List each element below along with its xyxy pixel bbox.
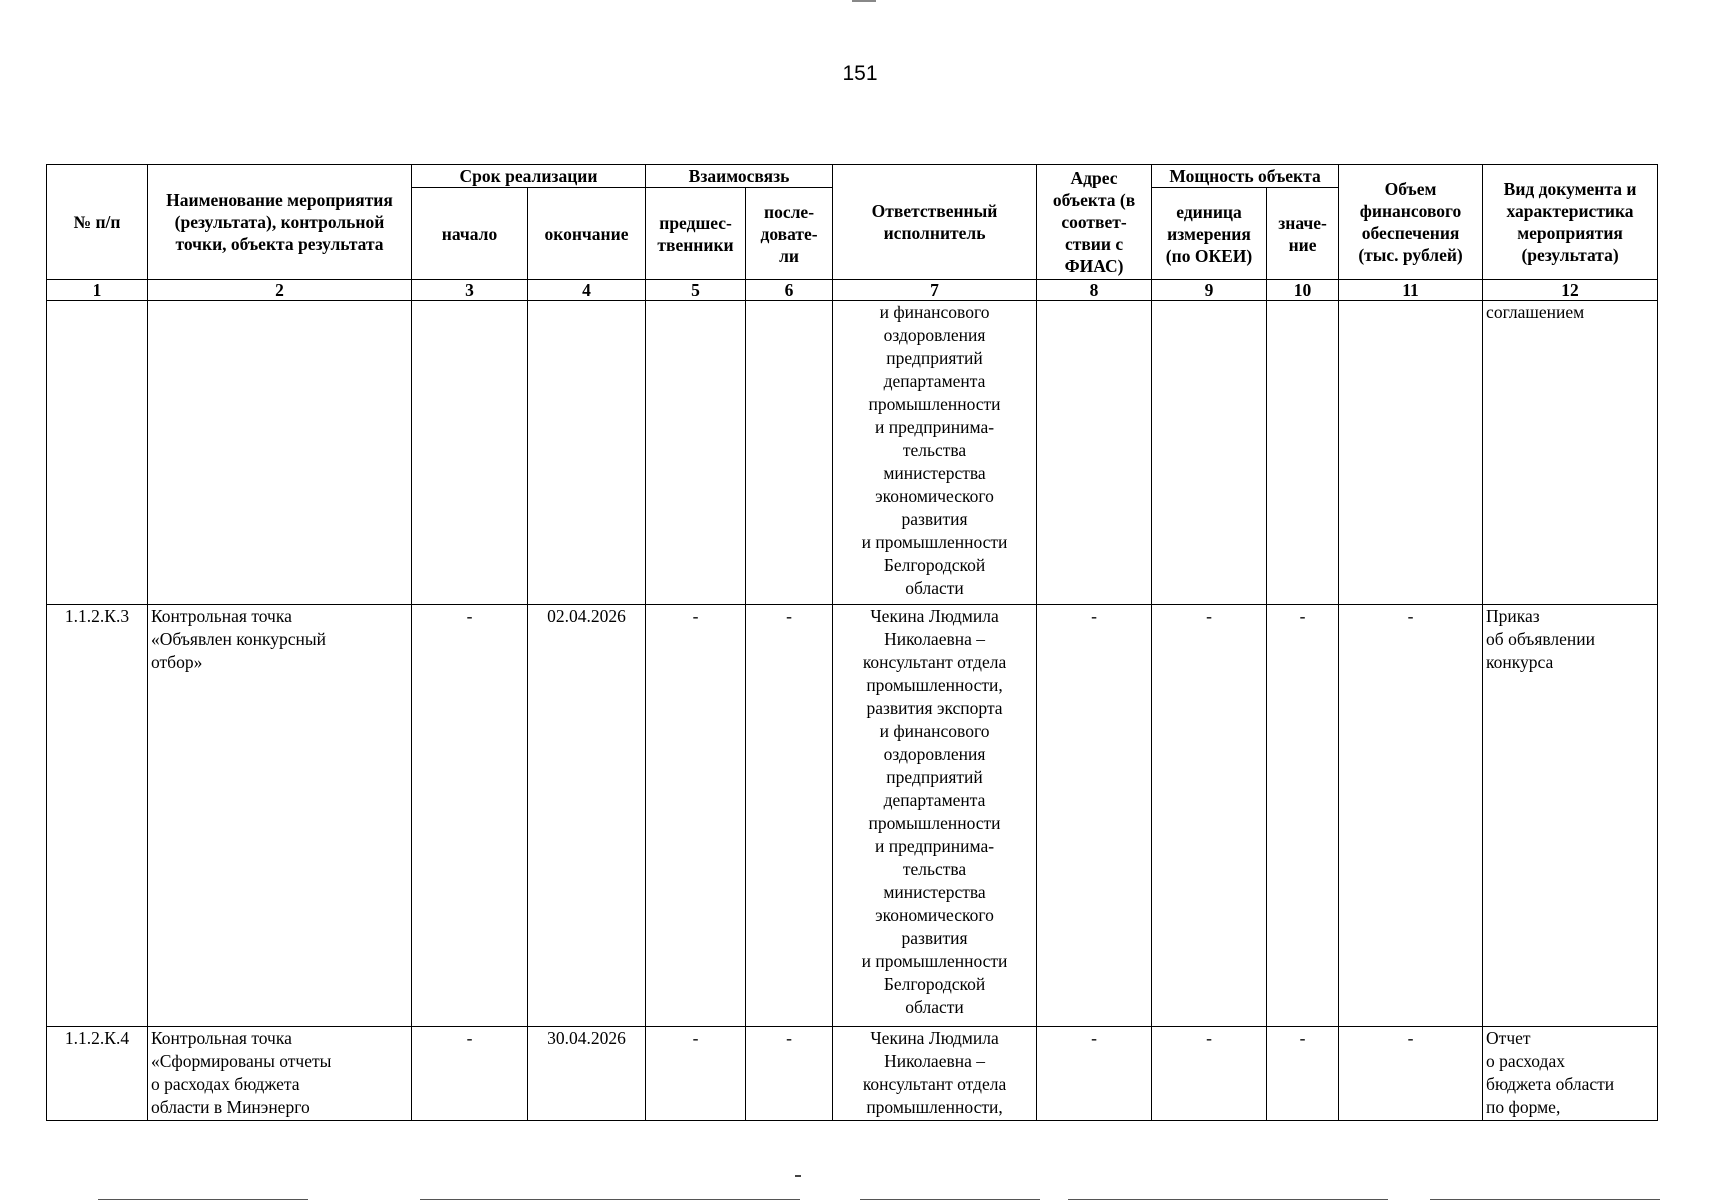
header-col-6: после- довате- ли [746, 188, 833, 280]
column-number: 4 [528, 280, 646, 301]
row-end: 02.04.2026 [528, 605, 646, 1027]
row-end [528, 301, 646, 605]
column-number-row [47, 280, 1658, 301]
column-number: 12 [1483, 280, 1658, 301]
row-number [47, 301, 148, 605]
header-col-12: Вид документа и характеристика мероприятия (результата) [1483, 165, 1658, 280]
row-end: 30.04.2026 [528, 1027, 646, 1121]
header-col-7: Ответственный исполнитель [833, 165, 1037, 280]
row-unit: - [1152, 605, 1267, 1027]
header-col-5: предшес- твенники [646, 188, 746, 280]
header-col-2: Наименование мероприятия (результата), контрольной точки, объекта результата [148, 165, 412, 280]
row-predecessors [646, 301, 746, 605]
row-responsible: Чекина Людмила Николаевна – консультант отдела промышленности, [833, 1027, 1037, 1121]
row-name [148, 301, 412, 605]
row-successors: - [746, 1027, 833, 1121]
row-finance: - [1339, 605, 1483, 1027]
header-group-link: Взаимосвязь [646, 165, 833, 188]
column-number: 10 [1267, 280, 1339, 301]
column-number: 8 [1037, 280, 1152, 301]
row-start [412, 301, 528, 605]
row-document: Приказ об объявлении конкурса [1483, 605, 1658, 1027]
page-top-mark [852, 0, 876, 2]
column-number: 3 [412, 280, 528, 301]
header-col-1: № п/п [47, 165, 148, 280]
row-responsible: и финансового оздоровления предприятий департамента промышленности и предпринима- тельства министерства экономического развития и промышленности Белгородской области [833, 301, 1037, 605]
row-value [1267, 301, 1339, 605]
column-number: 7 [833, 280, 1037, 301]
plan-table [46, 164, 1658, 1121]
row-address [1037, 301, 1152, 605]
table-row [47, 1027, 1658, 1121]
row-name: Контрольная точка «Объявлен конкурсный отбор» [148, 605, 412, 1027]
bottom-dash-mark [795, 1175, 801, 1177]
row-predecessors: - [646, 1027, 746, 1121]
row-document: соглашением [1483, 301, 1658, 605]
header-col-11: Объем финансового обеспечения (тыс. рублей) [1339, 165, 1483, 280]
row-unit: - [1152, 1027, 1267, 1121]
column-number: 1 [47, 280, 148, 301]
column-number: 2 [148, 280, 412, 301]
row-successors: - [746, 605, 833, 1027]
table-row [47, 605, 1658, 1027]
row-number: 1.1.2.К.3 [47, 605, 148, 1027]
page-number: 151 [842, 62, 878, 85]
row-name: Контрольная точка «Сформированы отчеты о расходах бюджета области в Минэнерго [148, 1027, 412, 1121]
row-start: - [412, 1027, 528, 1121]
row-responsible: Чекина Людмила Николаевна – консультант отдела промышленности, развития экспорта и финансового оздоровления предприятий департамента промышленности и предпринима- тельства министерства экономического развития и промышленности Белгородской области [833, 605, 1037, 1027]
table-row [47, 301, 1658, 605]
row-unit [1152, 301, 1267, 605]
header-col-10: значе- ние [1267, 188, 1339, 280]
header-col-9: единица измерения (по ОКЕИ) [1152, 188, 1267, 280]
row-number: 1.1.2.К.4 [47, 1027, 148, 1121]
row-address: - [1037, 1027, 1152, 1121]
row-finance: - [1339, 1027, 1483, 1121]
header-col-3: начало [412, 188, 528, 280]
header-group-deadline: Срок реализации [412, 165, 646, 188]
row-value: - [1267, 605, 1339, 1027]
row-start: - [412, 605, 528, 1027]
row-address: - [1037, 605, 1152, 1027]
row-document: Отчет о расходах бюджета области по форме, [1483, 1027, 1658, 1121]
column-number: 6 [746, 280, 833, 301]
header-group-capacity: Мощность объекта [1152, 165, 1339, 188]
row-finance [1339, 301, 1483, 605]
column-number: 9 [1152, 280, 1267, 301]
column-number: 5 [646, 280, 746, 301]
row-value: - [1267, 1027, 1339, 1121]
header-col-4: окончание [528, 188, 646, 280]
header-col-8: Адрес объекта (в соответ- ствии с ФИАС) [1037, 165, 1152, 280]
row-predecessors: - [646, 605, 746, 1027]
row-successors [746, 301, 833, 605]
column-number: 11 [1339, 280, 1483, 301]
